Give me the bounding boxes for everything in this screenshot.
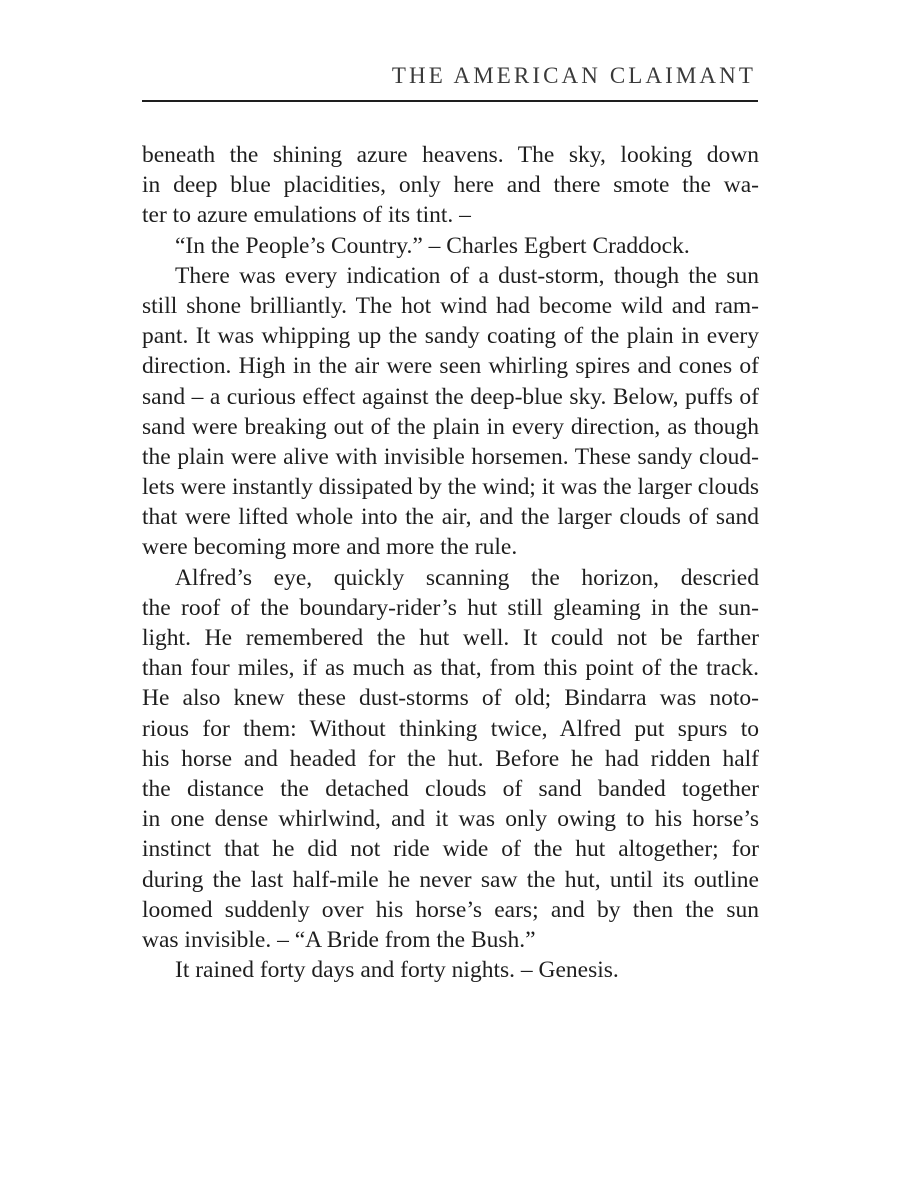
text-line: the roof of the boundary-rider’s hut still gleaming in the sun- (142, 594, 759, 621)
text-line: It rained forty days and forty nights. – Genesis. (175, 957, 619, 984)
header-rule (142, 100, 758, 102)
text-line: There was every indication of a dust-storm, though the sun (175, 262, 759, 289)
text-line: rious for them: Without thinking twice, Alfred put spurs to (142, 715, 759, 742)
text-line: sand were breaking out of the plain in every direction, as though (142, 413, 759, 440)
text-line: during the last half-mile he never saw the hut, until its outline (142, 866, 759, 893)
text-line: in one dense whirlwind, and it was only owing to his horse’s (142, 806, 759, 833)
text-line: than four miles, if as much as that, from this point of the track. (142, 655, 759, 682)
text-line: beneath the shining azure heavens. The sky, looking down (142, 142, 759, 168)
text-line: pant. It was whipping up the sandy coating of the plain in every (142, 323, 759, 350)
text-line: light. He remembered the hut well. It could not be farther (142, 625, 759, 651)
text-line: the distance the detached clouds of sand banded together (142, 775, 759, 802)
text-line: instinct that he did not ride wide of the hut altogether; for (142, 836, 759, 863)
text-line: loomed suddenly over his horse’s ears; and by then the sun (142, 896, 759, 923)
paragraph (142, 231, 759, 261)
text-line: that were lifted whole into the air, and the larger clouds of sand (142, 504, 759, 531)
text-line: He also knew these dust-storms of old; Bindarra was noto- (142, 685, 759, 712)
text-line: in deep blue placidities, only here and there smote the wa- (142, 172, 759, 199)
body-text (142, 140, 759, 985)
text-line: was invisible. – “A Bride from the Bush.” (142, 926, 536, 953)
text-line: the plain were alive with invisible horsemen. These sandy cloud- (142, 443, 759, 470)
text-line: sand – a curious effect against the deep-blue sky. Below, puffs of (142, 383, 759, 410)
text-line: his horse and headed for the hut. Before he had ridden half (142, 745, 759, 772)
text-line: still shone brilliantly. The hot wind had become wild and ram- (142, 292, 759, 319)
text-line: ter to azure emulations of its tint. – (142, 202, 471, 229)
paragraph (142, 563, 759, 955)
paragraph (142, 261, 759, 563)
text-line: “In the People’s Country.” – Charles Egbert Craddock. (175, 232, 690, 259)
running-head: THE AMERICAN CLAIMANT (391, 63, 756, 88)
paragraph (142, 140, 759, 231)
paragraph (142, 955, 759, 985)
text-line: lets were instantly dissipated by the wind; it was the larger clouds (142, 474, 760, 501)
text-line: Alfred’s eye, quickly scanning the horizon, descried (175, 564, 759, 591)
text-line: were becoming more and more the rule. (142, 534, 518, 561)
text-line: direction. High in the air were seen whirling spires and cones of (142, 353, 759, 380)
